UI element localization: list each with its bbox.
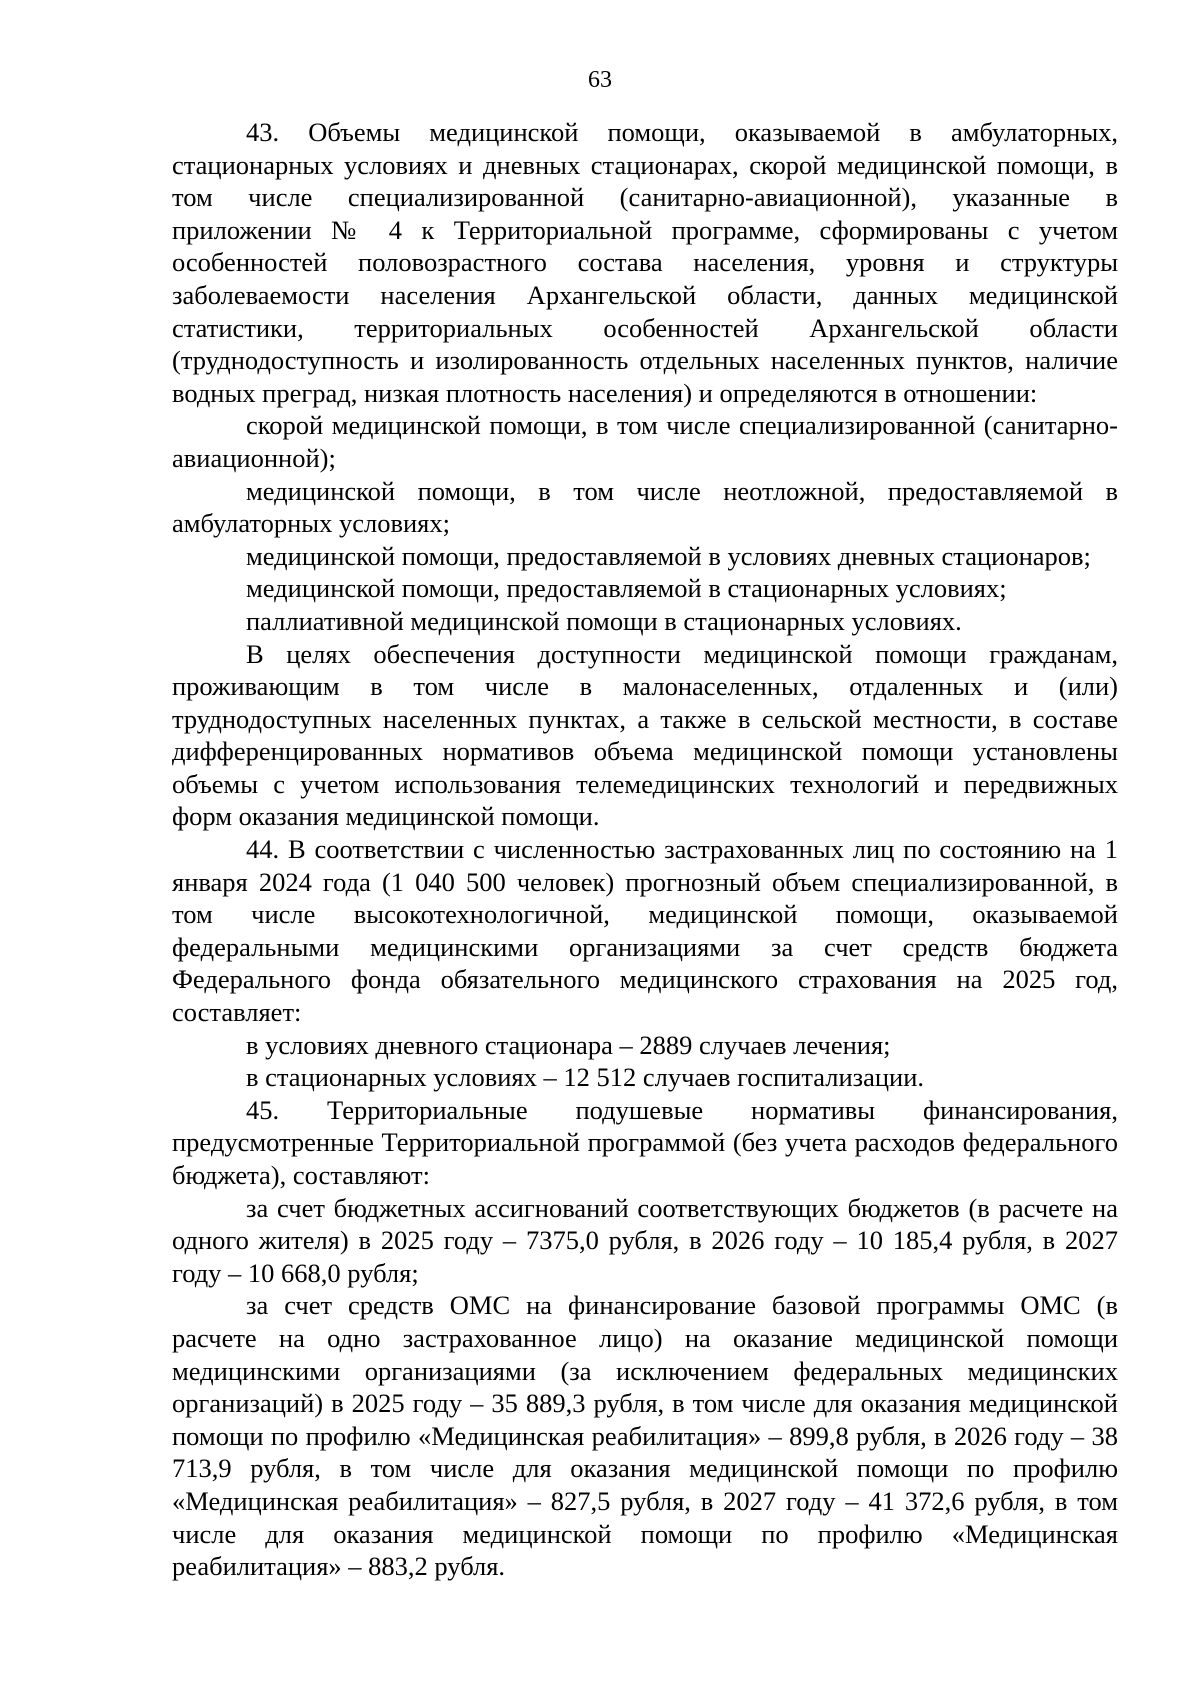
list-item-budget-funding: за счет бюджетных ассигнований соответствующих бюджетов (в расчете на одного жителя) в 2025 году – 7375,0 рубля, в 2026 году – 10 185,4 рубля, в 2027 году – 10 668,0 рубля; <box>172 1192 1118 1288</box>
list-item-ambulance: скорой медицинской помощи, в том числе специализированной (санитарно-авиационной); <box>172 410 1118 473</box>
page-number: 63 <box>588 67 612 93</box>
list-item-day-hospital-cases: в условиях дневного стационара – 2889 случаев лечения; <box>246 1029 891 1060</box>
document-body <box>172 116 1118 1583</box>
list-item-inpatient-cases: в стационарных условиях – 12 512 случаев госпитализации. <box>246 1062 925 1093</box>
list-item-oms-funding: за счет средств ОМС на финансирование базовой программы ОМС (в расчете на одно застрахованное лицо) на оказание медицинской помощи медицинскими организациями (за исключением федеральных медицинских организаций) в 2025 году – 35 889,3 рубля, в том числе для оказания медицинской помощи по профилю «Медицинская реабилитация» – 899,8 рубля, в 2026 году – 38 713,9 рубля, в том числе для оказания медицинской помощи по профилю «Медицинская реабилитация» – 827,5 рубля, в 2027 году – 41 372,6 рубля, в том числе для оказания медицинской помощи по профилю «Медицинская реабилитация» – 883,2 рубля. <box>172 1290 1118 1582</box>
list-item-outpatient: медицинской помощи, в том числе неотложной, предоставляемой в амбулаторных условиях; <box>172 475 1118 539</box>
paragraph-44: 44. В соответствии с численностью застрахованных лиц по состоянию на 1 января 2024 года (1 040 500 человек) прогнозный объем специализированной, в том числе высокотехнологичной, медицинской помощи, оказываемой федеральными медицинскими организациями за счет средств бюджета Федерального фонда обязательного медицинского страхования на 2025 год, составляет: <box>172 834 1118 1028</box>
list-item-inpatient: медицинской помощи, предоставляемой в стационарных условиях; <box>246 573 1007 604</box>
list-item-day-hospital: медицинской помощи, предоставляемой в условиях дневных стационаров; <box>246 540 1091 571</box>
paragraph-43: 43. Объемы медицинской помощи, оказываемой в амбулаторных, стационарных условиях и дневных стационарах, скорой медицинской помощи, в том числе специализированной (санитарно-авиационной), указанные в приложении № 4 к Территориальной программе, сформированы с учетом особенностей половозрастного состава населения, уровня и структуры заболеваемости населения Архангельской области, данных медицинской статистики, территориальных особенностей Архангельской области (труднодоступность и изолированность отдельных населенных пунктов, наличие водных преград, низкая плотность населения) и определяются в отношении: <box>172 117 1118 408</box>
paragraph-45: 45. Территориальные подушевые нормативы финансирования, предусмотренные Территориальной программой (без учета расходов федерального бюджета), составляют: <box>172 1094 1118 1190</box>
paragraph-accessibility: В целях обеспечения доступности медицинской помощи гражданам, проживающим в том числе в малонаселенных, отдаленных и (или) труднодоступных населенных пунктах, а также в сельской местности, в составе дифференцированных нормативов объема медицинской помощи установлены объемы с учетом использования телемедицинских технологий и передвижных форм оказания медицинской помощи. <box>172 638 1118 832</box>
list-item-palliative: паллиативной медицинской помощи в стационарных условиях. <box>246 605 962 636</box>
